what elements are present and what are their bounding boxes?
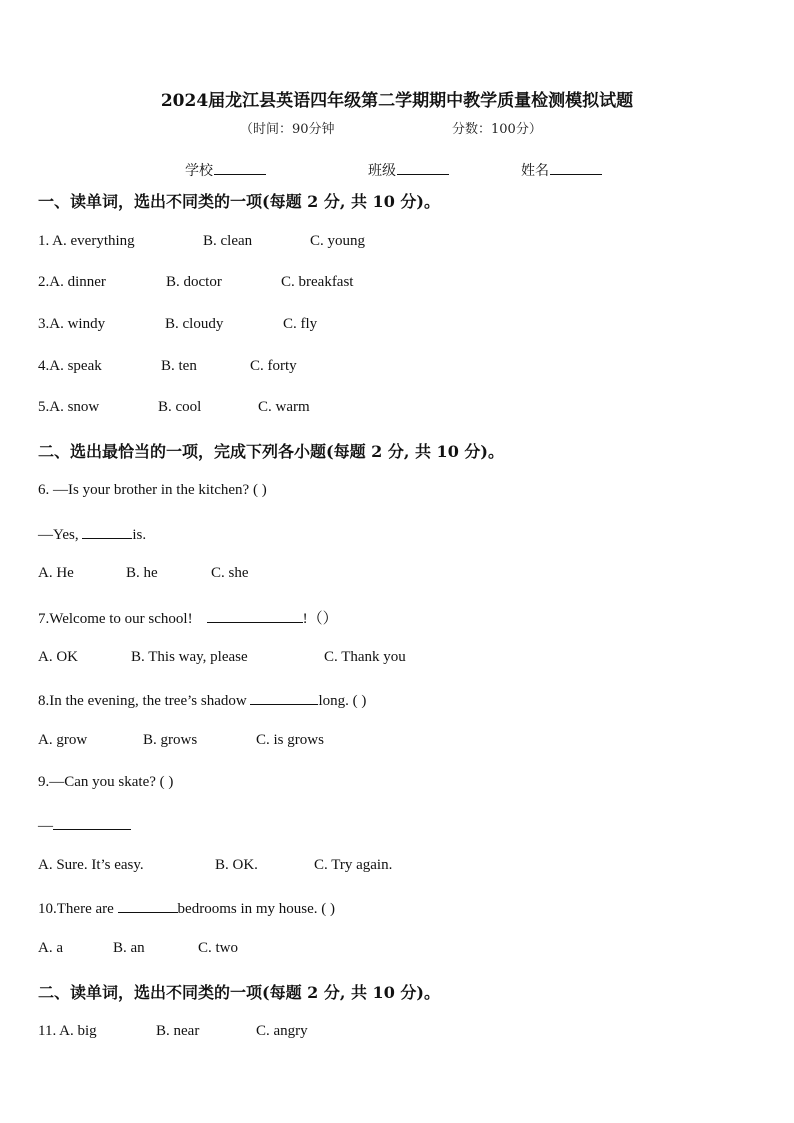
question-4 bbox=[38, 358, 297, 375]
school-label: 学校 bbox=[185, 163, 213, 179]
name-blank bbox=[550, 160, 602, 175]
q1-option-b: B. clean bbox=[203, 233, 253, 249]
q9-answer-blank bbox=[53, 815, 131, 830]
exam-time: （时间：90分钟 bbox=[240, 122, 335, 137]
question-3 bbox=[38, 316, 317, 333]
q10-option-c: C. two bbox=[198, 940, 239, 956]
question-9-options bbox=[38, 857, 392, 874]
question-8-stem bbox=[38, 690, 366, 710]
q4-option-c: C. forty bbox=[250, 358, 297, 374]
class-field bbox=[368, 160, 449, 180]
q11-option-b: B. near bbox=[156, 1023, 200, 1039]
q10-option-b: B. an bbox=[113, 940, 145, 956]
q3-option-a: 3.A. windy bbox=[38, 316, 106, 332]
question-1 bbox=[38, 233, 365, 250]
q8-option-c: C. is grows bbox=[256, 732, 324, 748]
question-10-options bbox=[38, 940, 238, 957]
q5-option-a: 5.A. snow bbox=[38, 399, 100, 415]
q7-stem-text: 7.Welcome to our school! bbox=[38, 611, 193, 627]
q2-option-c: C. breakfast bbox=[281, 274, 354, 290]
q6-reply-end: is. bbox=[132, 527, 147, 543]
q1-option-c: C. young bbox=[310, 233, 366, 249]
question-6-reply bbox=[38, 524, 146, 544]
q8-stem-start: 8.In the evening, the tree’s shadow bbox=[38, 693, 251, 709]
question-9-stem: 9.—Can you skate? ( ) bbox=[38, 774, 174, 790]
question-6-stem: 6. —Is your brother in the kitchen? ( ) bbox=[38, 482, 267, 498]
q9-option-c: C. Try again. bbox=[314, 857, 393, 873]
question-8-options bbox=[38, 732, 324, 749]
name-field bbox=[521, 160, 602, 180]
q10-answer-blank bbox=[118, 898, 178, 913]
q2-option-a: 2.A. dinner bbox=[38, 274, 106, 290]
q3-option-c: C. fly bbox=[283, 316, 318, 332]
q6-option-a: A. He bbox=[38, 565, 74, 581]
q10-option-a: A. a bbox=[38, 940, 63, 956]
q10-stem-start: 10.There are bbox=[38, 901, 118, 917]
q6-option-c: C. she bbox=[211, 565, 249, 581]
q11-option-c: C. angry bbox=[256, 1023, 308, 1039]
page-title: 2024届龙江县英语四年级第二学期期中教学质量检测模拟试题 bbox=[160, 91, 634, 111]
q4-option-a: 4.A. speak bbox=[38, 358, 102, 374]
q1-option-a: 1. A. everything bbox=[38, 233, 135, 249]
q11-option-a: 11. A. big bbox=[38, 1023, 97, 1039]
exam-score: 分数：100分） bbox=[452, 122, 542, 137]
question-10-stem bbox=[38, 898, 335, 918]
q9-option-a: A. Sure. It’s easy. bbox=[38, 857, 144, 873]
name-label: 姓名 bbox=[521, 163, 549, 179]
question-6-options bbox=[38, 565, 249, 582]
q8-stem-end: long. ( ) bbox=[318, 693, 367, 709]
q2-option-b: B. doctor bbox=[166, 274, 222, 290]
q7-option-b: B. This way, please bbox=[131, 649, 248, 665]
q7-answer-blank bbox=[207, 608, 303, 623]
q8-option-a: A. grow bbox=[38, 732, 88, 748]
class-blank bbox=[397, 160, 449, 175]
q8-answer-blank bbox=[250, 690, 318, 705]
q9-reply-dash: — bbox=[38, 818, 53, 834]
q6-option-b: B. he bbox=[126, 565, 158, 581]
q4-option-b: B. ten bbox=[161, 358, 197, 374]
question-11 bbox=[38, 1023, 308, 1040]
question-9-reply bbox=[38, 815, 131, 835]
question-2 bbox=[38, 274, 353, 291]
q9-option-b: B. OK. bbox=[215, 857, 258, 873]
section-2-heading: 二、选出最恰当的一项，完成下列各小题(每题 2 分, 共 10 分)。 bbox=[38, 442, 504, 461]
q7-option-a: A. OK bbox=[38, 649, 78, 665]
class-label: 班级 bbox=[368, 163, 396, 179]
section-1-heading: 一、读单词，选出不同类的一项(每题 2 分, 共 10 分)。 bbox=[38, 192, 440, 211]
q7-stem-tail: !（） bbox=[302, 611, 338, 627]
q8-option-b: B. grows bbox=[143, 732, 198, 748]
question-7-options bbox=[38, 649, 406, 666]
school-field bbox=[185, 160, 266, 180]
q5-option-c: C. warm bbox=[258, 399, 310, 415]
question-7-stem bbox=[38, 607, 338, 628]
school-blank bbox=[214, 160, 266, 175]
q10-stem-end: bedrooms in my house. ( ) bbox=[177, 901, 336, 917]
question-5 bbox=[38, 399, 310, 416]
q6-reply-start: —Yes, bbox=[38, 527, 83, 543]
q7-option-c: C. Thank you bbox=[324, 649, 406, 665]
section-3-heading: 二、读单词，选出不同类的一项(每题 2 分, 共 10 分)。 bbox=[38, 983, 440, 1002]
q5-option-b: B. cool bbox=[158, 399, 202, 415]
q6-answer-blank bbox=[82, 524, 132, 539]
q3-option-b: B. cloudy bbox=[165, 316, 224, 332]
